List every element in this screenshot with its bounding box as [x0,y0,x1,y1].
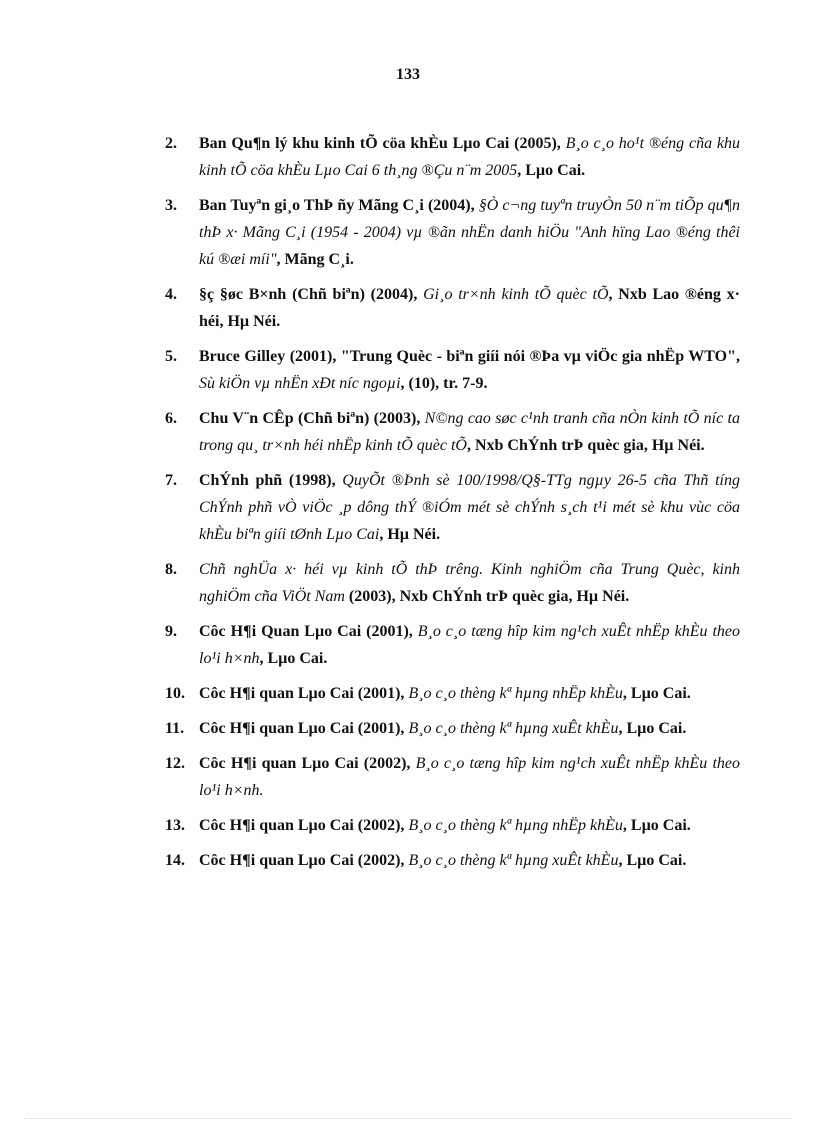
reference-publisher: , Lµo Cai. [622,685,691,702]
reference-publisher: , Hµ Néi. [379,526,441,543]
reference-title: QuyÕt ®Þnh sè 100/1998/Q§-TTg ngµy 26-5 cña Thñ tíng ChÝnh phñ vÒ viÖc ¸p dông thÝ ®iÓm mét sè chÝnh s¸ch t¹i mét sè khu vùc cöa khÈu biªn giíi tØnh Lµo Cai [199,472,741,543]
reference-publisher: , Lµo Cai. [622,817,691,834]
reference-item [134,618,740,672]
reference-item [134,343,740,397]
reference-title: B¸o c¸o tæng hîp kim ng¹ch xuÊt nhËp khÈu theo lo¹i h×nh [199,623,741,667]
reference-author: Chu V¨n CÊp (Chñ biªn) (2003), [199,410,425,427]
reference-title: B¸o c¸o thèng kª hµng xuÊt khÈu [408,720,619,737]
reference-publisher: , Nxb Lao ®éng x· héi, Hµ Néi. [199,286,740,330]
reference-number: 8. [165,561,177,578]
reference-title: B¸o c¸o thèng kª hµng xuÊt khÈu [408,852,619,869]
reference-number: 2. [165,135,177,152]
reference-title: B¸o c¸o ho¹t ®éng cña khu kinh tÕ cöa khÈu Lµo Cai 6 th¸ng ®Çu n¨m 2005 [199,135,740,179]
reference-title: §Ò c¬ng tuyªn truyÒn 50 n¨m tiÕp qu¶n thÞ x· Mãng C¸i (1954 - 2004) vµ ®ãn nhËn danh hiÖu "Anh hïng Lao ®éng thêi kú ®æi míi" [199,197,740,268]
reference-author: Côc H¶i quan Lµo Cai (2001), [199,685,409,702]
reference-author: Côc H¶i quan Lµo Cai (2002), [199,817,409,834]
reference-title: Gi¸o tr×nh kinh tÕ quèc tÕ [423,286,609,303]
reference-item [134,467,740,548]
reference-publisher: , Lµo Cai. [618,720,687,737]
reference-number: 11. [165,720,185,737]
reference-publisher: , Mãng C¸i. [276,251,354,268]
reference-title: B¸o c¸o tæng hîp kim ng¹ch xuÊt nhËp khÈu theo lo¹i h×nh. [199,755,741,799]
reference-title: N©ng cao søc c¹nh tranh cña nÒn kinh tÕ níc ta trong qu¸ tr×nh héi nhËp kinh tÕ quèc tÕ [199,410,741,454]
reference-list [134,130,740,882]
reference-author: Bruce Gilley (2001), "Trung Quèc - biªn giíi nói ®Þa vµ viÖc gia nhËp WTO", [199,348,740,365]
reference-item [134,556,740,610]
reference-item [134,281,740,335]
reference-number: 3. [165,197,177,214]
reference-publisher: , Nxb ChÝnh trÞ quèc gia, Hµ Néi. [466,437,705,454]
reference-item [134,192,740,273]
reference-number: 10. [165,685,185,702]
reference-author: §ç §øc B×nh (Chñ biªn) (2004), [199,286,424,303]
reference-number: 12. [165,755,185,772]
reference-number: 7. [165,472,177,489]
reference-author: Côc H¶i Quan Lµo Cai (2001), [199,623,418,640]
reference-author: Ban Tuyªn gi¸o ThÞ ñy Mãng C¸i (2004), [199,197,479,214]
reference-title: B¸o c¸o thèng kª hµng nhËp khÈu [408,817,623,834]
reference-author: Côc H¶i quan Lµo Cai (2002), [199,852,409,869]
reference-publisher: , (10), tr. 7-9. [400,375,488,392]
reference-author: ChÝnh phñ (1998), [199,472,343,489]
reference-number: 5. [165,348,177,365]
reference-author: Côc H¶i quan Lµo Cai (2001), [199,720,409,737]
reference-item [134,130,740,184]
reference-number: 14. [165,852,185,869]
page-number: 133 [396,66,420,83]
reference-number: 6. [165,410,177,427]
reference-number: 4. [165,286,177,303]
reference-item [134,750,740,804]
reference-item [134,715,740,742]
reference-author: Ban Qu¶n lý khu kinh tÕ cöa khÈu Lµo Cai (2005), [199,135,566,152]
reference-item [134,812,740,839]
reference-title: Sù kiÖn vµ nhËn xÐt níc ngoµi [199,375,401,392]
page-bottom-divider [24,1118,792,1119]
reference-title: B¸o c¸o thèng kª hµng nhËp khÈu [408,685,623,702]
reference-title: Chñ nghÜa x· héi vµ kinh tÕ thÞ trêng. Kinh nghiÖm cña Trung Quèc, kinh nghiÖm cña ViÖt Nam [199,561,740,605]
reference-item [134,680,740,707]
reference-item [134,405,740,459]
reference-publisher: (2003), Nxb ChÝnh trÞ quèc gia, Hµ Néi. [344,588,630,605]
reference-publisher: , Lµo Cai. [259,650,328,667]
reference-publisher: , Lµo Cai. [618,852,687,869]
reference-number: 13. [165,817,185,834]
reference-author: Côc H¶i quan Lµo Cai (2002), [199,755,416,772]
reference-item [134,847,740,874]
reference-publisher: , Lµo Cai. [517,162,586,179]
reference-number: 9. [165,623,177,640]
